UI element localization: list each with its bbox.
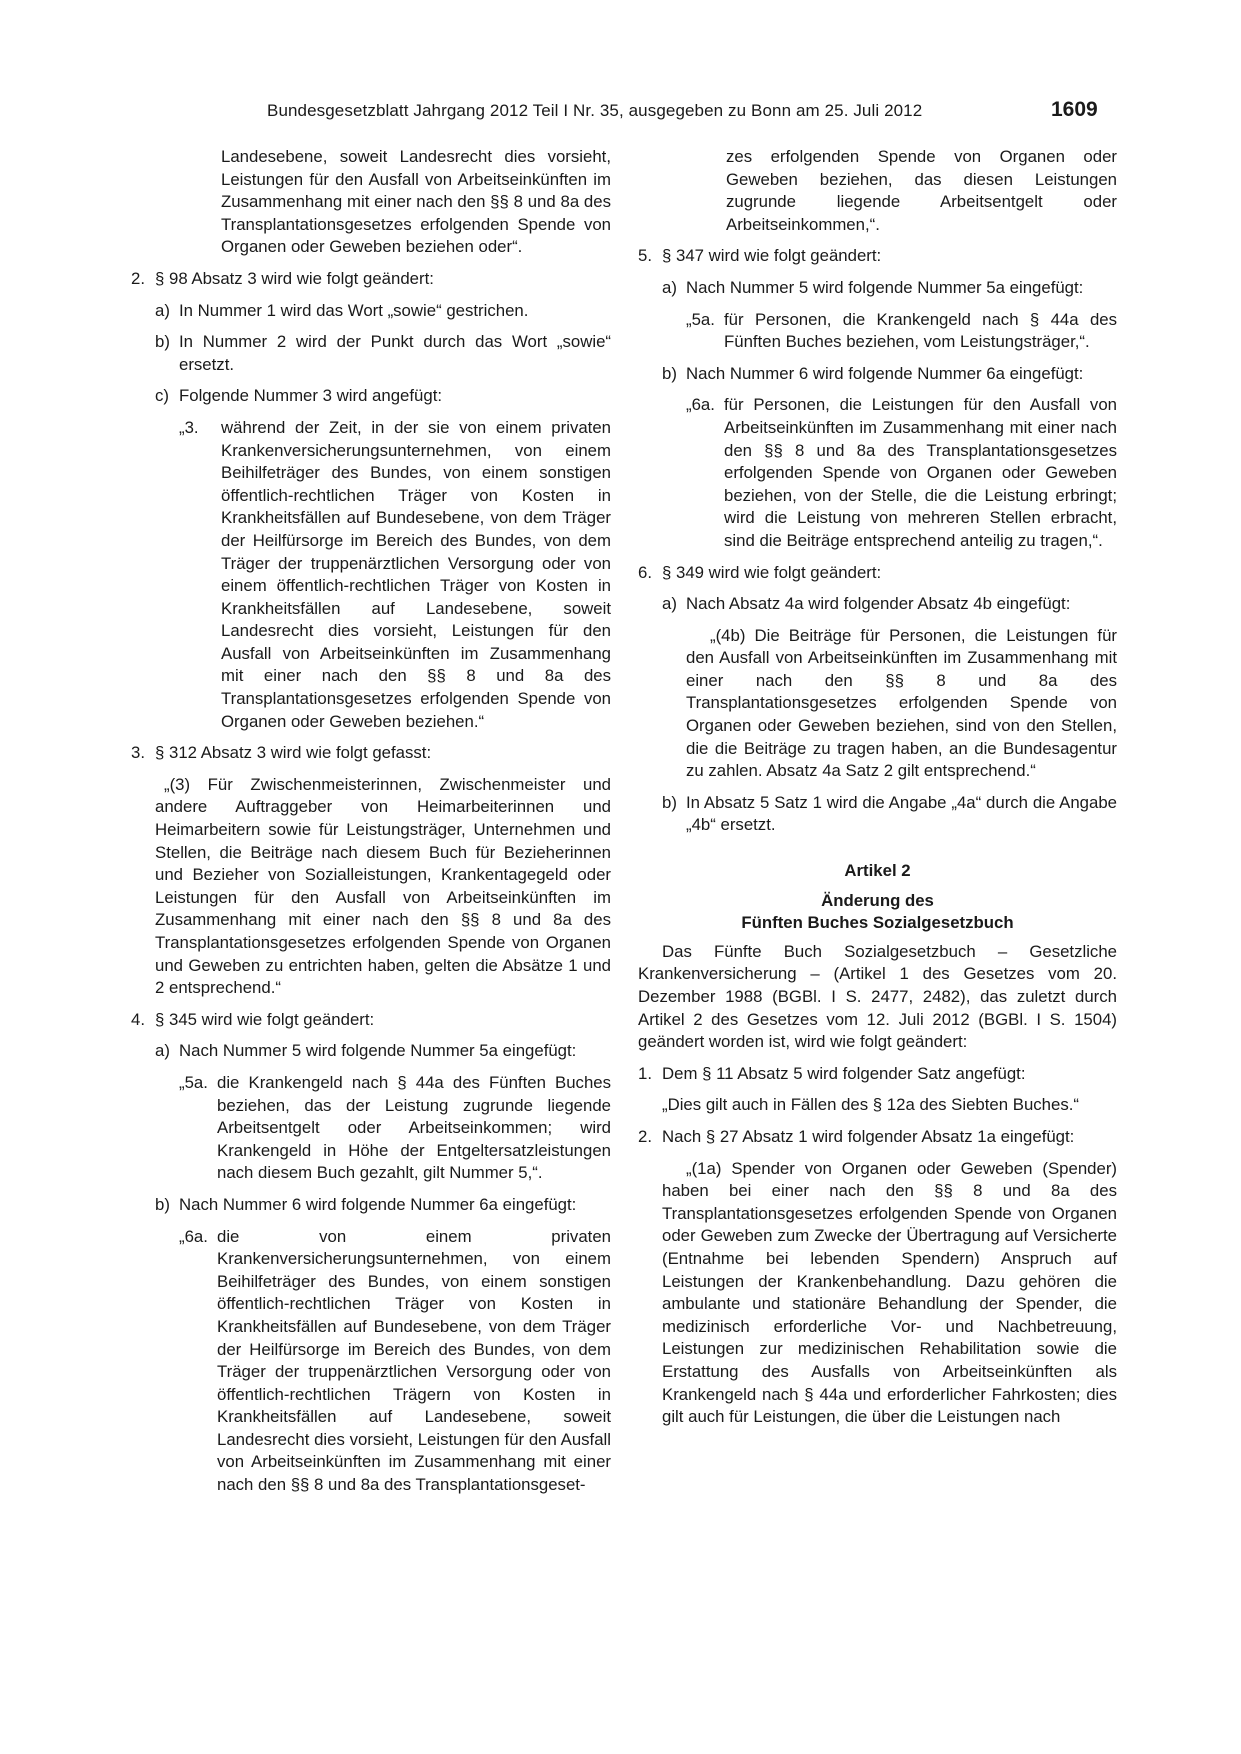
quote-text: für Personen, die Krankengeld nach § 44a des Fünften Buches beziehen, vom Leistungsträger,“. <box>724 309 1117 352</box>
quoted-number-5a <box>131 1072 611 1185</box>
quote-label: „6a. <box>179 1226 208 1246</box>
sub-item-label: b) <box>662 363 677 383</box>
quoted-paragraph: „(3) Für Zwischenmeisterinnen, Zwischenmeister und andere Auftraggeber von Heimarbeiterinnen und Heimarbeitern sowie für Leistungsträger, Unternehmen und Stellen, die Beiträge nach diesem Buch für Bezieherinnen und Bezieher von Sozialleistungen, Krankentagegeld oder Leistungen für den Ausfall von Arbeitseinkünften im Zusammenhang mit einer nach den §§ 8 und 8a des Transplantationsgesetzes erfolgenden Spende von Organen und Geweben zu entrichten haben, gelten die Absätze 1 und 2 entsprechend.“ <box>155 774 611 998</box>
article-intro: Das Fünfte Buch Sozialgesetzbuch – Gesetzliche Krankenversicherung – (Artikel 1 des Gesetzes vom 20. Dezember 1988 (BGBl. I S. 2477, 2482), das zuletzt durch Artikel 2 des Gesetzes vom 12. Juli 2012 (BGBl. I S. 1504) geändert worden ist, wird wie folgt geändert: <box>638 941 1117 1052</box>
quote-text: während der Zeit, in der sie von einem privaten Krankenversicherungsunternehmen, von einem Beihilfeträger des Bundes, von einem sonstigen öffentlich-rechtlichen Träger von Kosten in Krankheitsfällen auf Bundesebene, von dem Träger der Heilfürsorge im Bereich des Bundes, von dem Träger der truppenärztlichen Versorgung oder von einem öffentlich-rechtlichen Träger von Kosten in Krankheitsfällen auf Landesebene, soweit Landesrecht dies vorsieht, Leistungen für den Ausfall von Arbeitseinkünften im Zusammenhang mit einer nach den §§ 8 und 8a des Transplantationsgesetzes erfolgenden Spende von Organen oder Geweben beziehen.“ <box>221 417 611 731</box>
sub-item-text: Nach Nummer 6 wird folgende Nummer 6a eingefügt: <box>686 363 1084 383</box>
item-text: § 347 wird wie folgt geändert: <box>662 246 882 266</box>
item-number: 3. <box>131 743 145 763</box>
item-number: 1. <box>638 1063 652 1083</box>
sub-item-label: c) <box>155 386 169 406</box>
sub-item-label: b) <box>662 792 677 812</box>
list-item-4 <box>131 1009 611 1032</box>
sub-item-text: In Nummer 1 wird das Wort „sowie“ gestrichen. <box>179 300 529 320</box>
sub-item-6a <box>638 593 1117 616</box>
running-header <box>0 99 1241 129</box>
sub-item-label: b) <box>155 332 170 352</box>
article-subtitle-line2: Fünften Buches Sozialgesetzbuch <box>741 913 1014 933</box>
quoted-number-6a <box>638 394 1117 552</box>
quoted-number-6a <box>131 1226 611 1497</box>
sub-item-4a <box>131 1040 611 1063</box>
quote-text: die von einem privaten Krankenversicherungsunternehmen, von einem Beihilfeträger des Bundes, von einem sonstigen öffentlich-rechtlichen Träger von Kosten in Krankheitsfällen auf Bundesebene, von dem Träger der Heilfürsorge im Bereich des Bundes, von dem Träger der truppenärztlichen Versorgung oder von öffentlich-rechtlichen Trägern von Kosten in Krankheitsfällen auf Landesebene, soweit Landesrecht dies vorsieht, Leistungen für den Ausfall von Arbeitseinkünften im Zusammenhang mit einer nach den §§ 8 und 8a des Transplantationsgeset- <box>217 1226 611 1495</box>
sub-item-label: a) <box>662 277 677 297</box>
sub-item-text: Nach Absatz 4a wird folgender Absatz 4b eingefügt: <box>686 594 1071 614</box>
item-number: 5. <box>638 246 652 266</box>
list-item-6 <box>638 562 1117 585</box>
quote-label: „6a. <box>686 395 715 415</box>
quote-text: für Personen, die Leistungen für den Ausfall von Arbeitseinkünften im Zusammenhang mit einer nach den §§ 8 und 8a des Transplantationsgesetzes erfolgenden Spende von Organen oder Geweben beziehen, von der Stelle, die die Leistung erbringt; wird die Leistung von mehreren Stellen erbracht, sind die Beiträge entsprechend anteilig zu tragen,“. <box>724 395 1117 550</box>
item-text: Nach § 27 Absatz 1 wird folgender Absatz 1a eingefügt: <box>662 1126 1075 1146</box>
page-number: 1609 <box>1051 98 1098 121</box>
list-item-3 <box>131 742 611 765</box>
quote-label: „5a. <box>686 309 715 329</box>
item-number: 6. <box>638 562 652 582</box>
sub-item-5b <box>638 363 1117 386</box>
article-item-1 <box>638 1063 1117 1086</box>
item-text: § 98 Absatz 3 wird wie folgt geändert: <box>155 268 434 288</box>
article-subtitle-line1: Änderung des <box>821 890 934 910</box>
sub-item-text: Nach Nummer 5 wird folgende Nummer 5a eingefügt: <box>179 1041 577 1061</box>
item-text: § 345 wird wie folgt geändert: <box>155 1009 375 1029</box>
sub-item-label: a) <box>155 1041 170 1061</box>
quote-text: die Krankengeld nach § 44a des Fünften Buches beziehen, das der Leistung zugrunde liegende Arbeitsentgelt oder Arbeitseinkommen; wird Krankengeld in Höhe der Entgeltersatzleistungen nach diesem Buch gezahlt, gilt Nummer 5,“. <box>217 1072 611 1183</box>
sub-item-label: a) <box>662 594 677 614</box>
quote-label: „3. <box>179 417 199 437</box>
list-item-2 <box>131 268 611 291</box>
article-title: Artikel 2 <box>844 861 911 881</box>
list-item-5 <box>638 245 1117 268</box>
sub-item-5a <box>638 277 1117 300</box>
item-number: 4. <box>131 1009 145 1029</box>
sub-item-2c <box>131 385 611 408</box>
item-text: § 312 Absatz 3 wird wie folgt gefasst: <box>155 743 432 763</box>
sub-item-text: In Nummer 2 wird der Punkt durch das Wort „sowie“ ersetzt. <box>179 332 611 374</box>
quoted-number-5a <box>638 309 1117 354</box>
left-column <box>131 146 611 1497</box>
running-title: Bundesgesetzblatt Jahrgang 2012 Teil I Nr. 35, ausgegeben zu Bonn am 25. Juli 2012 <box>267 101 923 120</box>
quote-label: „5a. <box>179 1072 208 1092</box>
quoted-sentence: „Dies gilt auch in Fällen des § 12a des Siebten Buches.“ <box>662 1095 1079 1115</box>
sub-item-text: Nach Nummer 5 wird folgende Nummer 5a eingefügt: <box>686 277 1084 297</box>
sub-item-label: a) <box>155 300 170 320</box>
item-number: 2. <box>638 1126 652 1146</box>
sub-item-label: b) <box>155 1194 170 1214</box>
item-text: § 349 wird wie folgt geändert: <box>662 562 882 582</box>
sub-item-2b <box>131 331 611 376</box>
right-column <box>638 146 1117 1429</box>
quoted-number-3 <box>131 417 611 733</box>
sub-item-2a <box>131 300 611 323</box>
sub-item-text: Folgende Nummer 3 wird angefügt: <box>179 386 443 406</box>
quoted-paragraph: „(4b) Die Beiträge für Personen, die Leistungen für den Ausfall von Arbeitseinkünften im Zusammenhang mit einer nach den §§ 8 und 8a des Transplantationsgesetzes erfolgenden Spende von Organen oder Geweben beziehen, sind von den Stellen, die die Beiträge zu tragen haben, an die Bundesagentur zu zahlen. Absatz 4a Satz 2 gilt entsprechend.“ <box>686 625 1117 781</box>
item-number: 2. <box>131 268 145 288</box>
continued-text: zes erfolgenden Spende von Organen oder Geweben beziehen, das diesen Leistungen zugrunde liegende Arbeitsentgelt oder Arbeitseinkommen,“. <box>726 147 1117 234</box>
article-item-2 <box>638 1126 1117 1149</box>
item-text: Dem § 11 Absatz 5 wird folgender Satz angefügt: <box>662 1063 1026 1083</box>
sub-item-text: In Absatz 5 Satz 1 wird die Angabe „4a“ durch die Angabe „4b“ ersetzt. <box>686 792 1117 835</box>
sub-item-4b <box>131 1194 611 1217</box>
continued-text: Landesebene, soweit Landesrecht dies vorsieht, Leistungen für den Ausfall von Arbeitseinkünften im Zusammenhang mit einer nach den §§ 8 und 8a des Transplantationsgesetzes erfolgenden Spende von Organen oder Geweben beziehen oder“. <box>221 147 611 257</box>
quoted-paragraph: „(1a) Spender von Organen oder Geweben (Spender) haben bei einer nach den §§ 8 und 8a des Transplantationsgesetzes erfolgenden Spende von Organen oder Geweben zum Zwecke der Übertragung auf Versicherte (Entnahme bei lebenden Spendern) Anspruch auf Leistungen der Krankenbehandlung. Dazu gehören die ambulante und stationäre Behandlung der Spender, die medizinisch erforderliche Vor- und Nachbetreuung, Leistungen zur medizinischen Rehabilitation sowie die Erstattung des Ausfalls von Arbeitseinkünften als Krankengeld nach § 44a und erforderlicher Fahrkosten; dies gilt auch für Leistungen, die über die Leistungen nach <box>662 1158 1117 1427</box>
sub-item-text: Nach Nummer 6 wird folgende Nummer 6a eingefügt: <box>179 1194 577 1214</box>
sub-item-6b <box>638 792 1117 837</box>
